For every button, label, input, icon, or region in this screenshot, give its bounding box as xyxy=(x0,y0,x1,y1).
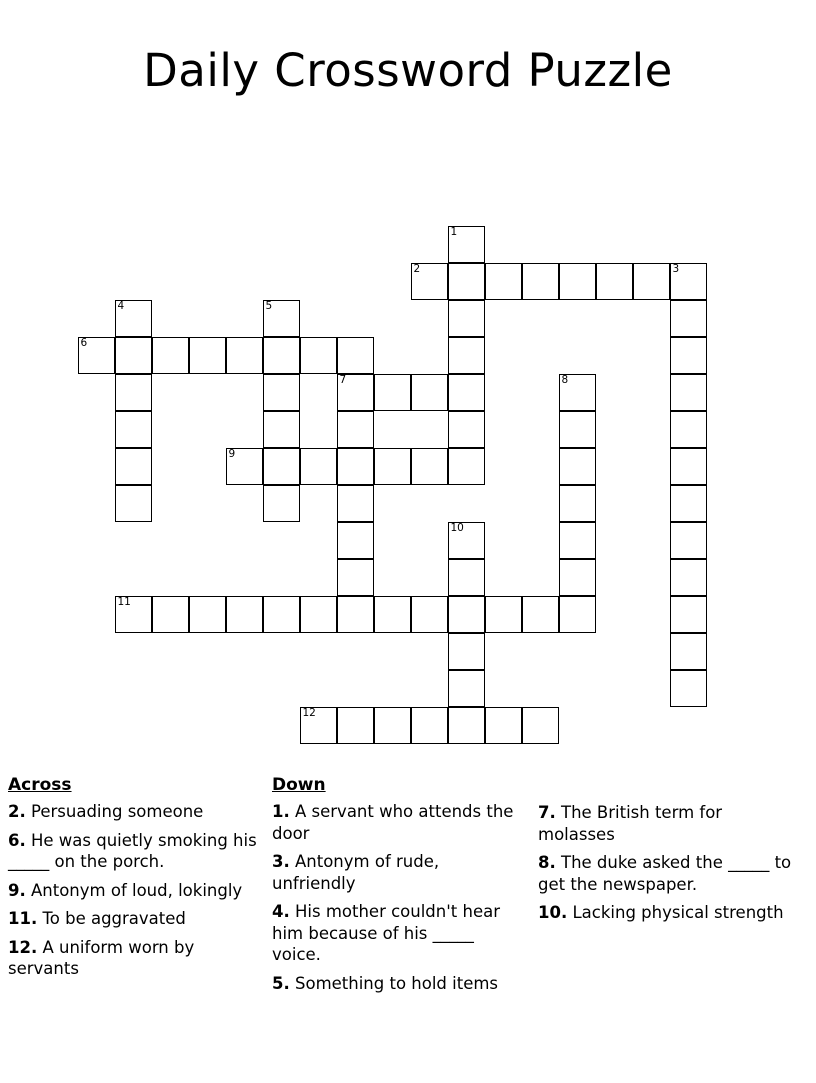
clue-number: 5. xyxy=(272,973,290,993)
grid-cell[interactable] xyxy=(337,707,374,744)
grid-cell[interactable] xyxy=(485,707,522,744)
clue-number: 6. xyxy=(8,830,26,850)
clue-number: 4. xyxy=(272,902,290,921)
clue-text: He was quietly smoking his _____ on the porch. xyxy=(8,830,257,871)
down-clue xyxy=(272,801,524,844)
grid-cell[interactable] xyxy=(115,485,152,522)
clue-number: 9. xyxy=(8,880,26,900)
across-clue xyxy=(8,801,258,823)
clue-number: 8. xyxy=(538,853,556,872)
crossword-grid xyxy=(0,97,816,737)
grid-cell[interactable] xyxy=(670,263,707,300)
grid-cell[interactable] xyxy=(485,263,522,300)
clue-text: A servant who attends the door xyxy=(272,802,514,843)
grid-cell[interactable] xyxy=(300,596,337,633)
grid-cell[interactable] xyxy=(559,263,596,300)
grid-cell[interactable] xyxy=(448,596,485,633)
grid-cell[interactable] xyxy=(337,411,374,448)
grid-cell[interactable] xyxy=(115,448,152,485)
across-clue xyxy=(8,908,258,930)
cell-number: 1 xyxy=(450,226,458,238)
grid-cell[interactable] xyxy=(559,522,596,559)
grid-cell[interactable] xyxy=(337,596,374,633)
clue-text: The British term for molasses xyxy=(538,803,723,844)
grid-cell[interactable] xyxy=(448,707,485,744)
clue-text: A uniform worn by servants xyxy=(8,937,195,978)
grid-cell[interactable] xyxy=(337,448,374,485)
down-clue xyxy=(538,852,798,895)
grid-cell[interactable] xyxy=(78,337,115,374)
grid-cell[interactable] xyxy=(411,448,448,485)
grid-cell[interactable] xyxy=(448,448,485,485)
clue-number: 2. xyxy=(8,802,26,821)
grid-cell[interactable] xyxy=(411,374,448,411)
grid-cell[interactable] xyxy=(337,485,374,522)
grid-cell[interactable] xyxy=(522,263,559,300)
grid-cell[interactable] xyxy=(670,633,707,670)
grid-cell[interactable] xyxy=(337,337,374,374)
down-clue xyxy=(272,973,524,995)
grid-cell[interactable] xyxy=(448,374,485,411)
grid-cell[interactable] xyxy=(152,596,189,633)
grid-cell[interactable] xyxy=(485,596,522,633)
cell-number: 4 xyxy=(117,300,125,312)
grid-cell[interactable] xyxy=(670,559,707,596)
cell-number: 5 xyxy=(265,300,273,312)
grid-cell[interactable] xyxy=(670,670,707,707)
clue-text: Persuading someone xyxy=(25,802,204,821)
grid-cell[interactable] xyxy=(448,263,485,300)
clue-number: 3. xyxy=(272,852,290,871)
grid-cell[interactable] xyxy=(115,596,152,633)
clue-text: Something to hold items xyxy=(289,973,499,993)
cell-number: 11 xyxy=(117,596,131,608)
cell-number: 8 xyxy=(561,374,569,386)
clues-column-across xyxy=(8,775,258,987)
column-spacer xyxy=(538,775,798,802)
grid-cell[interactable] xyxy=(411,596,448,633)
clue-text: His mother couldn't hear him because of his _____ voice. xyxy=(272,902,500,964)
grid-cell[interactable] xyxy=(374,596,411,633)
grid-cell[interactable] xyxy=(263,300,300,337)
grid-cell[interactable] xyxy=(115,300,152,337)
cell-number: 3 xyxy=(672,263,680,275)
clue-number: 1. xyxy=(272,802,290,821)
across-clue xyxy=(8,830,258,873)
clue-text: The duke asked the _____ to get the newspaper. xyxy=(538,853,792,894)
grid-cell[interactable] xyxy=(115,411,152,448)
clue-text: Antonym of loud, lokingly xyxy=(25,880,243,900)
grid-cell[interactable] xyxy=(448,522,485,559)
grid-cell[interactable] xyxy=(670,300,707,337)
grid-cell[interactable] xyxy=(559,448,596,485)
grid-cell[interactable] xyxy=(559,374,596,411)
clue-text: To be aggravated xyxy=(37,909,186,928)
clues-column-down xyxy=(272,775,524,1001)
grid-cell[interactable] xyxy=(596,263,633,300)
cell-number: 9 xyxy=(228,448,236,460)
grid-cell[interactable] xyxy=(374,448,411,485)
grid-cell[interactable] xyxy=(374,707,411,744)
grid-cell[interactable] xyxy=(263,337,300,374)
clues-column-down-continued xyxy=(538,775,798,931)
grid-cell[interactable] xyxy=(670,448,707,485)
grid-cell[interactable] xyxy=(559,559,596,596)
grid-cell[interactable] xyxy=(411,263,448,300)
cell-number: 10 xyxy=(450,522,464,534)
grid-cell[interactable] xyxy=(670,522,707,559)
grid-cell[interactable] xyxy=(189,337,226,374)
clue-text: Antonym of rude, unfriendly xyxy=(272,852,440,893)
across-clue xyxy=(8,880,258,902)
across-clue xyxy=(8,937,258,980)
grid-cell[interactable] xyxy=(448,670,485,707)
grid-cell[interactable] xyxy=(115,374,152,411)
clue-number: 11. xyxy=(8,909,38,928)
down-heading: Down xyxy=(272,775,326,795)
grid-cell[interactable] xyxy=(670,485,707,522)
grid-cell[interactable] xyxy=(337,374,374,411)
grid-cell[interactable] xyxy=(670,411,707,448)
cell-number: 12 xyxy=(302,707,316,719)
grid-cell[interactable] xyxy=(411,707,448,744)
down-clue xyxy=(272,851,524,894)
grid-cell[interactable] xyxy=(263,411,300,448)
grid-cell[interactable] xyxy=(559,485,596,522)
cell-number: 6 xyxy=(80,337,88,349)
grid-cell[interactable] xyxy=(448,559,485,596)
grid-cell[interactable] xyxy=(559,596,596,633)
across-clue-list xyxy=(8,801,258,980)
grid-cell[interactable] xyxy=(263,596,300,633)
clue-number: 12. xyxy=(8,937,38,957)
down-clue-list-continued xyxy=(538,802,798,924)
grid-cell[interactable] xyxy=(300,707,337,744)
cell-number: 2 xyxy=(413,263,421,275)
grid-cell[interactable] xyxy=(115,337,152,374)
grid-cell[interactable] xyxy=(448,226,485,263)
down-clue xyxy=(272,901,524,966)
grid-cell[interactable] xyxy=(670,596,707,633)
grid-cell[interactable] xyxy=(670,337,707,374)
grid-cell[interactable] xyxy=(189,596,226,633)
grid-cell[interactable] xyxy=(633,263,670,300)
down-clue-list xyxy=(272,801,524,994)
clue-text: Lacking physical strength xyxy=(567,903,784,922)
grid-cell[interactable] xyxy=(226,337,263,374)
grid-cell[interactable] xyxy=(448,300,485,337)
grid-cell[interactable] xyxy=(448,337,485,374)
grid-cell[interactable] xyxy=(263,448,300,485)
across-heading: Across xyxy=(8,775,72,795)
clues-section xyxy=(0,775,816,1075)
clue-number: 7. xyxy=(538,803,556,822)
grid-cell[interactable] xyxy=(226,596,263,633)
grid-cell[interactable] xyxy=(263,485,300,522)
page-title: Daily Crossword Puzzle xyxy=(143,44,673,97)
down-clue xyxy=(538,902,798,924)
grid-cell[interactable] xyxy=(559,411,596,448)
grid-cell[interactable] xyxy=(226,448,263,485)
grid-cell[interactable] xyxy=(374,374,411,411)
grid-cell[interactable] xyxy=(337,559,374,596)
grid-cell[interactable] xyxy=(300,337,337,374)
cell-number: 7 xyxy=(339,374,347,386)
down-clue xyxy=(538,802,798,845)
grid-cell[interactable] xyxy=(337,522,374,559)
grid-cell[interactable] xyxy=(263,374,300,411)
grid-cell[interactable] xyxy=(448,411,485,448)
grid-cell[interactable] xyxy=(300,448,337,485)
grid-cell[interactable] xyxy=(448,633,485,670)
grid-cell[interactable] xyxy=(670,374,707,411)
grid-cell[interactable] xyxy=(152,337,189,374)
clue-number: 10. xyxy=(538,903,568,922)
grid-cell[interactable] xyxy=(522,596,559,633)
grid-cell[interactable] xyxy=(522,707,559,744)
